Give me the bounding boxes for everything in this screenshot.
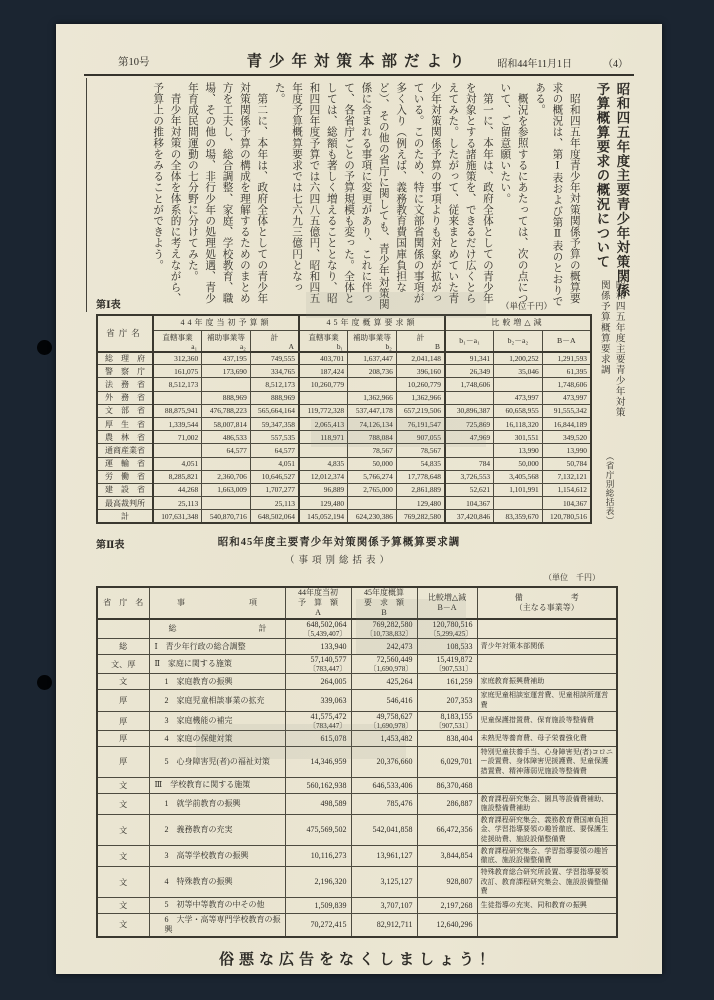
- amount-cell: 54,835: [396, 457, 445, 470]
- amount-cell: 1,291,593: [542, 352, 591, 365]
- col-item: 事 項: [149, 587, 285, 619]
- amount-cell: [299, 444, 348, 457]
- table2-row: [97, 897, 617, 913]
- amount-cell: 4,051: [250, 457, 299, 470]
- amount-cell: 119,772,328: [299, 404, 348, 417]
- col-group-fy45: 45年度概算要求額: [299, 315, 445, 330]
- amount-cell: 129,480: [396, 497, 445, 510]
- remarks: 特別児童扶養手当、心身障害児(者)コロニー設置費、身体障害児援護費、児童保護措置費、精神薄弱児施設等整備費: [477, 747, 617, 778]
- amount-cell: [299, 391, 348, 404]
- diff-amount: 86,370,468: [417, 777, 477, 793]
- remarks: 青少年対策本部関係: [477, 639, 617, 655]
- fy44-amount: 648,502,064 〔5,439,407〕: [285, 619, 351, 639]
- amount-cell: 58,007,814: [202, 417, 251, 430]
- amount-cell: 473,997: [494, 391, 543, 404]
- table1-row: [97, 352, 591, 365]
- amount-cell: 8,512,173: [250, 378, 299, 391]
- amount-cell: 1,663,009: [202, 483, 251, 496]
- amount-cell: 540,870,716: [202, 510, 251, 523]
- amount-cell: 2,861,889: [396, 483, 445, 496]
- col-fy45-amount: 45年度概算 要 求 額 B: [351, 587, 417, 619]
- fy45-amount: 82,912,711: [351, 913, 417, 937]
- table1-label: 第Ⅰ表: [96, 300, 121, 311]
- amount-cell: [494, 497, 543, 510]
- table2-row: [97, 731, 617, 747]
- amount-cell: 96,889: [299, 483, 348, 496]
- diff-amount: 120,780,516 〔5,299,425〕: [417, 619, 477, 639]
- amount-cell: 10,260,779: [299, 378, 348, 391]
- amount-cell: 104,367: [542, 497, 591, 510]
- col-ministry: 省庁名: [97, 315, 153, 352]
- table2-subtitle: （事項別総括表）: [284, 556, 393, 566]
- page-header: [84, 36, 634, 76]
- table2-row: [97, 711, 617, 730]
- amount-cell: 60,658,955: [494, 404, 543, 417]
- amount-cell: 13,990: [494, 444, 543, 457]
- amount-cell: 10,646,527: [250, 470, 299, 483]
- item-label: 4 家庭の保健対策: [149, 731, 285, 747]
- item-label: 1 就学前教育の振興: [149, 793, 285, 814]
- fy44-amount: 70,272,415: [285, 913, 351, 937]
- issue-date: 昭和44年11月1日: [497, 59, 572, 70]
- article-paragraph: 昭和四五年度青少年対策関係予算の概算要求の概況は、第Ⅰ表および第Ⅱ表のとおりである。: [534, 82, 580, 307]
- remarks: 未熟児等養育費、母子栄養強化費: [477, 731, 617, 747]
- amount-cell: 37,420,846: [445, 510, 494, 523]
- diff-amount: 838,404: [417, 731, 477, 747]
- amount-cell: 26,349: [445, 365, 494, 378]
- amount-cell: 25,113: [153, 497, 202, 510]
- table1-row: [97, 510, 591, 523]
- diff-amount: 108,533: [417, 639, 477, 655]
- amount-cell: 537,447,178: [348, 404, 397, 417]
- amount-cell: 8,512,173: [153, 378, 202, 391]
- diff-amount: 15,419,872 〔907,531〕: [417, 655, 477, 674]
- col-diff-b1a1: b₁－a₁: [445, 330, 494, 352]
- amount-cell: [153, 444, 202, 457]
- amount-cell: 59,347,358: [250, 417, 299, 430]
- ministry-abbrev: 厚: [97, 711, 149, 730]
- amount-cell: 788,084: [348, 431, 397, 444]
- diff-amount: 3,844,854: [417, 845, 477, 866]
- amount-cell: 173,690: [202, 365, 251, 378]
- amount-cell: 1,748,606: [542, 378, 591, 391]
- amount-cell: [202, 497, 251, 510]
- amount-cell: 8,285,821: [153, 470, 202, 483]
- ministry-name: 農 林 省: [97, 431, 153, 444]
- amount-cell: 83,359,670: [494, 510, 543, 523]
- col-remarks: 備 考 （主なる事業等）: [477, 587, 617, 619]
- fy45-amount: 785,476: [351, 793, 417, 814]
- article-title: 昭和四五年度主要青少年対策関係予算概算要求の概況について: [594, 82, 630, 298]
- col-diff-b2a2: b₂－a₂: [494, 330, 543, 352]
- amount-cell: 104,367: [445, 497, 494, 510]
- amount-cell: 88,875,941: [153, 404, 202, 417]
- fy44-amount: 14,346,959: [285, 747, 351, 778]
- table1-row: [97, 431, 591, 444]
- amount-cell: 10,260,779: [396, 378, 445, 391]
- remarks: 教育課程研究集会、義務教育費国庫負担金、学習指導要領の趣旨徹底、要保護生徒援助費、施設設備整備費: [477, 815, 617, 846]
- issue-number: 第10号: [118, 57, 150, 68]
- remarks: 教育課程研究集会、学習指導要領の趣旨徹底、施設設備整備費: [477, 845, 617, 866]
- lead-article: [86, 78, 640, 312]
- ministry-name: 総 理 府: [97, 352, 153, 365]
- punch-hole: [37, 340, 52, 355]
- amount-cell: 145,052,194: [299, 510, 348, 523]
- fy45-amount: 49,758,627 〔1,690,978〕: [351, 711, 417, 730]
- remarks: [477, 655, 617, 674]
- ministry-abbrev: [97, 619, 149, 639]
- table1-row: [97, 483, 591, 496]
- punch-hole: [37, 675, 52, 690]
- table2-label: 第Ⅱ表: [96, 540, 125, 551]
- amount-cell: 1,101,991: [494, 483, 543, 496]
- ministry-name: 建 設 省: [97, 483, 153, 496]
- item-label: 5 初等中等教育の中その他: [149, 897, 285, 913]
- ministry-name: 最高裁判所: [97, 497, 153, 510]
- amount-cell: 71,002: [153, 431, 202, 444]
- col-direct-a1: 直轄事業 a₁: [153, 330, 202, 352]
- fy44-amount: 2,196,320: [285, 867, 351, 898]
- ministry-abbrev: 総: [97, 639, 149, 655]
- table2-row: [97, 619, 617, 639]
- fy45-amount: 72,560,449 〔1,690,978〕: [351, 655, 417, 674]
- amount-cell: 3,726,553: [445, 470, 494, 483]
- table2-row: [97, 639, 617, 655]
- table2-row: [97, 793, 617, 814]
- amount-cell: 1,154,612: [542, 483, 591, 496]
- amount-cell: 2,765,000: [348, 483, 397, 496]
- table1-unit-label: （単位千円）: [501, 301, 553, 311]
- amount-cell: 30,896,387: [445, 404, 494, 417]
- remarks: [477, 619, 617, 639]
- fy45-amount: 242,473: [351, 639, 417, 655]
- amount-cell: 1,748,606: [445, 378, 494, 391]
- amount-cell: 44,268: [153, 483, 202, 496]
- amount-cell: 349,520: [542, 431, 591, 444]
- diff-amount: 8,183,155 〔907,531〕: [417, 711, 477, 730]
- amount-cell: 334,765: [250, 365, 299, 378]
- item-label: Ⅰ 青少年行政の総合調整: [149, 639, 285, 655]
- amount-cell: 74,126,134: [348, 417, 397, 430]
- ministry-name: 警 察 庁: [97, 365, 153, 378]
- amount-cell: [494, 378, 543, 391]
- item-label: 1 家庭教育の振興: [149, 674, 285, 690]
- amount-cell: 2,041,148: [396, 352, 445, 365]
- page-number: （4）: [603, 59, 628, 70]
- remarks: 児童保護措置費、保育施設等整備費: [477, 711, 617, 730]
- table1-side-caption-sub: （省庁別総括表）: [605, 452, 615, 525]
- table2-row: [97, 845, 617, 866]
- amount-cell: 78,567: [396, 444, 445, 457]
- diff-amount: 6,029,701: [417, 747, 477, 778]
- table1-row: [97, 391, 591, 404]
- amount-cell: 16,844,189: [542, 417, 591, 430]
- amount-cell: 907,055: [396, 431, 445, 444]
- ministry-name: 運 輸 省: [97, 457, 153, 470]
- col-group-fy44: 44年度当初予算額: [153, 315, 299, 330]
- amount-cell: 476,788,223: [202, 404, 251, 417]
- fy45-amount: 3,707,107: [351, 897, 417, 913]
- budget-table-by-ministry: [96, 314, 592, 524]
- amount-cell: 52,621: [445, 483, 494, 496]
- item-label: Ⅲ 学校教育に関する施策: [149, 777, 285, 793]
- table1-row: [97, 497, 591, 510]
- amount-cell: 3,405,568: [494, 470, 543, 483]
- budget-table-by-item: [96, 586, 618, 938]
- ministry-abbrev: 文: [97, 867, 149, 898]
- table1-row: [97, 365, 591, 378]
- amount-cell: 4,051: [153, 457, 202, 470]
- fy45-amount: 546,416: [351, 690, 417, 711]
- fy45-amount: 13,961,127: [351, 845, 417, 866]
- newsletter-page: [56, 24, 662, 974]
- amount-cell: [202, 457, 251, 470]
- table2-row: [97, 913, 617, 937]
- ministry-name: 法 務 省: [97, 378, 153, 391]
- table2-unit-label: （単位 千円）: [544, 573, 600, 582]
- amount-cell: 1,200,252: [494, 352, 543, 365]
- fy45-amount: 425,264: [351, 674, 417, 690]
- amount-cell: [202, 378, 251, 391]
- amount-cell: 161,075: [153, 365, 202, 378]
- fy44-amount: 1,509,839: [285, 897, 351, 913]
- amount-cell: 888,969: [250, 391, 299, 404]
- diff-amount: 161,259: [417, 674, 477, 690]
- amount-cell: 657,219,506: [396, 404, 445, 417]
- ministry-abbrev: 文、厚: [97, 655, 149, 674]
- ministry-abbrev: 厚: [97, 747, 149, 778]
- article-paragraph: 第二に、本年は、政府全体としての青少年対策関係予算の構成を理解するためのまとめ方を工夫し、総合調整、家庭、学校教育、職場、その他の場、非行少年の処理処遇、青少年育成民間運動の七分野に分けてみた。: [186, 82, 268, 304]
- diff-amount: 207,353: [417, 690, 477, 711]
- amount-cell: [348, 497, 397, 510]
- ministry-abbrev: 厚: [97, 731, 149, 747]
- diff-amount: 66,472,356: [417, 815, 477, 846]
- amount-cell: [445, 444, 494, 457]
- amount-cell: 888,969: [202, 391, 251, 404]
- remarks: 生徒指導の充実、同和教育の振興: [477, 897, 617, 913]
- amount-cell: 129,480: [299, 497, 348, 510]
- fy45-amount: 1,453,482: [351, 731, 417, 747]
- ministry-name: 労 働 省: [97, 470, 153, 483]
- amount-cell: 76,191,547: [396, 417, 445, 430]
- table2-row: [97, 655, 617, 674]
- amount-cell: 486,533: [202, 431, 251, 444]
- amount-cell: 47,969: [445, 431, 494, 444]
- col-group-diff: 比較増△減: [445, 315, 591, 330]
- table1-row: [97, 417, 591, 430]
- amount-cell: 1,707,277: [250, 483, 299, 496]
- ministry-abbrev: 厚: [97, 690, 149, 711]
- amount-cell: 473,997: [542, 391, 591, 404]
- table1-body: [97, 352, 591, 523]
- col-diff: 比較増△減 B－A: [417, 587, 477, 619]
- amount-cell: [445, 391, 494, 404]
- ministry-name: 計: [97, 510, 153, 523]
- amount-cell: 769,282,580: [396, 510, 445, 523]
- amount-cell: 50,000: [348, 457, 397, 470]
- item-label: 2 家庭児童相談事業の拡充: [149, 690, 285, 711]
- amount-cell: 17,778,648: [396, 470, 445, 483]
- amount-cell: 1,637,447: [348, 352, 397, 365]
- amount-cell: 16,118,320: [494, 417, 543, 430]
- table2-row: [97, 867, 617, 898]
- table2-row: [97, 777, 617, 793]
- table2-title: 昭和45年度主要青少年対策関係予算概算要求調: [217, 537, 461, 548]
- fy44-amount: 10,116,273: [285, 845, 351, 866]
- fy44-amount: 133,940: [285, 639, 351, 655]
- table2-header: [97, 587, 617, 619]
- table1-row: [97, 457, 591, 470]
- amount-cell: 312,360: [153, 352, 202, 365]
- ministry-name: 通商産業省: [97, 444, 153, 457]
- fy45-amount: 3,125,127: [351, 867, 417, 898]
- fy44-amount: 339,063: [285, 690, 351, 711]
- remarks: 特殊教育総合研究所設置、学習指導要領改訂、教育課程研究集会、施設設備整備費: [477, 867, 617, 898]
- table2-row: [97, 815, 617, 846]
- item-label: 5 心身障害児(者)の福祉対策: [149, 747, 285, 778]
- ministry-abbrev: 文: [97, 913, 149, 937]
- article-paragraph: 青少年対策の全体を体系的に考えながら、予算上の推移をみることができよう。: [152, 82, 181, 304]
- amount-cell: 5,766,274: [348, 470, 397, 483]
- item-label: Ⅱ 家庭に関する施策: [149, 655, 285, 674]
- ministry-name: 文 部 省: [97, 404, 153, 417]
- amount-cell: 187,424: [299, 365, 348, 378]
- table2-row: [97, 674, 617, 690]
- amount-cell: 120,780,516: [542, 510, 591, 523]
- amount-cell: 91,341: [445, 352, 494, 365]
- table2-body: [97, 619, 617, 937]
- table1-row: [97, 470, 591, 483]
- amount-cell: 61,395: [542, 365, 591, 378]
- amount-cell: 749,555: [250, 352, 299, 365]
- amount-cell: 1,339,544: [153, 417, 202, 430]
- table1-row: [97, 444, 591, 457]
- ministry-abbrev: 文: [97, 845, 149, 866]
- col-direct-b1: 直轄事業 b₁: [299, 330, 348, 352]
- amount-cell: 725,869: [445, 417, 494, 430]
- remarks: [477, 913, 617, 937]
- item-label: 3 家庭機能の補完: [149, 711, 285, 730]
- col-ministry: 省 庁 名: [97, 587, 149, 619]
- item-label: 4 特殊教育の振興: [149, 867, 285, 898]
- table2-row: [97, 747, 617, 778]
- diff-amount: 12,640,296: [417, 913, 477, 937]
- ministry-abbrev: 文: [97, 674, 149, 690]
- amount-cell: 4,835: [299, 457, 348, 470]
- article-paragraph: 概況を参照するにあたっては、次の点について、ご留意願いたい。: [499, 82, 528, 304]
- fy45-amount: 646,533,406: [351, 777, 417, 793]
- bottom-slogan: 俗悪な広告をなくしましょう！: [218, 952, 499, 968]
- amount-cell: 624,230,386: [348, 510, 397, 523]
- col-fy44-amount: 44年度当初 予 算 額 A: [285, 587, 351, 619]
- table1-header: [97, 315, 591, 352]
- fy45-amount: 542,041,858: [351, 815, 417, 846]
- amount-cell: 64,577: [250, 444, 299, 457]
- diff-amount: 2,197,268: [417, 897, 477, 913]
- col-subsidy-a2: 補助事業等 a₂: [202, 330, 251, 352]
- col-total-A: 計 A: [250, 330, 299, 352]
- amount-cell: 25,113: [250, 497, 299, 510]
- amount-cell: 7,132,121: [542, 470, 591, 483]
- remarks: 家庭教育振興費補助: [477, 674, 617, 690]
- amount-cell: 208,736: [348, 365, 397, 378]
- amount-cell: 107,631,348: [153, 510, 202, 523]
- item-label: 総 計: [149, 619, 285, 639]
- amount-cell: 35,046: [494, 365, 543, 378]
- fy44-amount: 41,575,472 〔783,447〕: [285, 711, 351, 730]
- amount-cell: 1,362,966: [348, 391, 397, 404]
- remarks: 教育課程研究集会、園具等設備費補助、施設整備費補助: [477, 793, 617, 814]
- item-label: 6 大学・高等専門学校教育の振興: [149, 913, 285, 937]
- amount-cell: 50,784: [542, 457, 591, 470]
- ministry-abbrev: 文: [97, 793, 149, 814]
- amount-cell: 557,535: [250, 431, 299, 444]
- col-diff-BA: B－A: [542, 330, 591, 352]
- diff-amount: 286,887: [417, 793, 477, 814]
- item-label: 2 義務教育の充実: [149, 815, 285, 846]
- fy44-amount: 475,569,502: [285, 815, 351, 846]
- fy44-amount: 498,589: [285, 793, 351, 814]
- fy45-amount: 20,376,660: [351, 747, 417, 778]
- col-subsidy-b2: 補助事業等 b₂: [348, 330, 397, 352]
- fy44-amount: 560,162,938: [285, 777, 351, 793]
- amount-cell: 784: [445, 457, 494, 470]
- fy44-amount: 264,005: [285, 674, 351, 690]
- amount-cell: 648,502,064: [250, 510, 299, 523]
- ministry-abbrev: 文: [97, 815, 149, 846]
- article-paragraph: 第一に、本年は、政府全体としての青少年を対象とする諸施策を、できるだけ広くとらえてみた。したがって、従来まとめていた青少年対策関係予算の事項よりも対象が拡がっている。このため、特に文部省関係の事項が多く入り（例えば、義務教育費国庫負担など）、その他の省庁に関しても、青少年対策関係に含まれる事項に変更があり、これに伴って、各省庁ごとの予算規模も変った。全体としては、総額も著しく増えることとなり、昭和四四年度予算では六四八五億円、昭和四五年度予算概算要求では七六九三億円となった。: [273, 82, 493, 310]
- amount-cell: 2,360,706: [202, 470, 251, 483]
- amount-cell: [153, 391, 202, 404]
- table1-side-caption: 昭和四五年度主要青少年対策 関係予算概算要求調: [598, 280, 625, 418]
- amount-cell: 91,555,342: [542, 404, 591, 417]
- amount-cell: 12,012,374: [299, 470, 348, 483]
- ministry-name: 厚 生 省: [97, 417, 153, 430]
- item-label: 3 高等学校教育の振興: [149, 845, 285, 866]
- amount-cell: 403,701: [299, 352, 348, 365]
- amount-cell: 565,664,164: [250, 404, 299, 417]
- amount-cell: 78,567: [348, 444, 397, 457]
- amount-cell: 50,000: [494, 457, 543, 470]
- amount-cell: 396,160: [396, 365, 445, 378]
- amount-cell: 13,990: [542, 444, 591, 457]
- table1-row: [97, 404, 591, 417]
- amount-cell: 64,577: [202, 444, 251, 457]
- table1-row: [97, 378, 591, 391]
- amount-cell: 118,971: [299, 431, 348, 444]
- fy44-amount: 57,140,577 〔783,447〕: [285, 655, 351, 674]
- fy45-amount: 769,282,580 〔10,738,832〕: [351, 619, 417, 639]
- table2-row: [97, 690, 617, 711]
- amount-cell: 1,362,966: [396, 391, 445, 404]
- ministry-abbrev: 文: [97, 777, 149, 793]
- amount-cell: 437,195: [202, 352, 251, 365]
- amount-cell: 2,065,413: [299, 417, 348, 430]
- ministry-name: 外 務 省: [97, 391, 153, 404]
- col-total-B: 計 B: [396, 330, 445, 352]
- remarks: 家庭児童相談室運営費、児童相談所運営費: [477, 690, 617, 711]
- fy44-amount: 615,078: [285, 731, 351, 747]
- newsletter-masthead: 青少年対策本部だより: [246, 53, 472, 70]
- remarks: [477, 777, 617, 793]
- amount-cell: 301,551: [494, 431, 543, 444]
- diff-amount: 928,807: [417, 867, 477, 898]
- amount-cell: [348, 378, 397, 391]
- ministry-abbrev: 文: [97, 897, 149, 913]
